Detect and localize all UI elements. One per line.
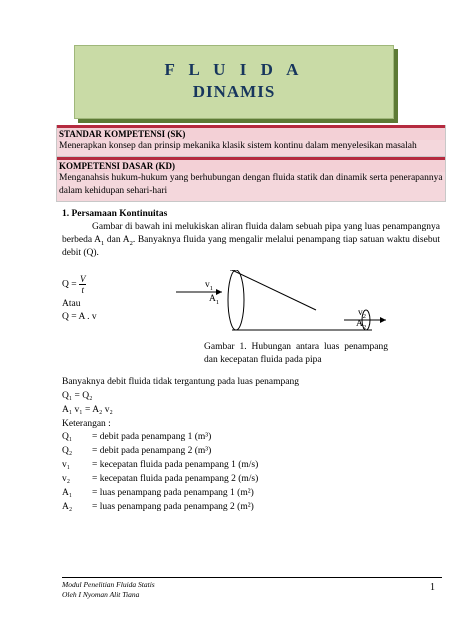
paragraph-part-2: dan A — [104, 235, 130, 245]
title-line-2: DINAMIS — [192, 82, 276, 101]
flow-arrow-out-head — [380, 317, 386, 323]
kompetensi-dasar-body: Menganahsis hukum-hukum yang berhubungan dengan fluida statik dan dinamik serta penerapannya dalam kehidupan sehari-hari — [57, 172, 445, 201]
formula-q-v-t — [62, 274, 86, 295]
footer-divider — [62, 577, 442, 578]
figure-caption: Gambar 1. Hubungan antara luas penampang dan kecepatan fluida pada pipa — [204, 342, 388, 365]
title-box — [74, 45, 394, 119]
footer-line-2: Oleh I Nyoman Alit Tiana — [62, 590, 140, 599]
kompetensi-dasar-box — [56, 157, 446, 202]
fraction-denominator: t — [81, 285, 84, 295]
cross-section-1 — [228, 270, 244, 330]
formula-fraction — [79, 274, 87, 295]
label-a1: $A_1$ — [209, 294, 220, 306]
pipe-top-edge — [232, 270, 316, 310]
standar-kompetensi-body: Menerapkan konsep dan prinsip mekanika klasik sistem kontinu dalam menyelesikan masalah — [57, 140, 445, 156]
footer-line-1: Modul Penelitian Fluida Statis — [62, 580, 155, 589]
equation-a1v1-a2v2: A₁ v₁ = A₂ v₂ — [62, 405, 113, 415]
fraction-numerator: V — [79, 274, 86, 284]
label-a2: $A_2$ — [356, 319, 367, 331]
standar-kompetensi-box — [56, 125, 446, 157]
paragraph-sub-2: 2 — [129, 239, 133, 247]
statement-line: Banyaknya debit fluida tidak tergantung pada luas penampang — [62, 377, 299, 387]
label-v1: $v_1$ — [205, 280, 213, 292]
formula-atau: Atau — [62, 299, 81, 309]
section-heading: 1. Persamaan Kontinuitas — [62, 209, 168, 219]
paragraph-sub-1: 1 — [101, 239, 105, 247]
keterangan-label: Keterangan : — [62, 419, 111, 429]
section-paragraph — [62, 221, 440, 260]
paragraph-part-3: . Banyaknya fluida yang mengalir melalui penampang tiap satuan waktu disebut debit (Q). — [62, 235, 440, 258]
formula-q-eq: Q = — [62, 279, 77, 290]
page-number: 1 — [430, 582, 435, 593]
label-v2: $v_2$ — [358, 308, 366, 320]
paragraph-part-1: Gambar di bawah ini melukiskan aliran fluida dalam sebuah pipa yang luas penampangnya berbeda A — [62, 222, 440, 245]
formula-q-av: Q = A . v — [62, 312, 97, 322]
title-line-1: F L U I D A — [164, 60, 304, 79]
kompetensi-dasar-heading: KOMPETENSI DASAR (KD) — [57, 157, 445, 172]
standar-kompetensi-heading: STANDAR KOMPETENSI (SK) — [57, 125, 445, 140]
equation-q1-q2: Q₁ = Q₂ — [62, 391, 93, 401]
